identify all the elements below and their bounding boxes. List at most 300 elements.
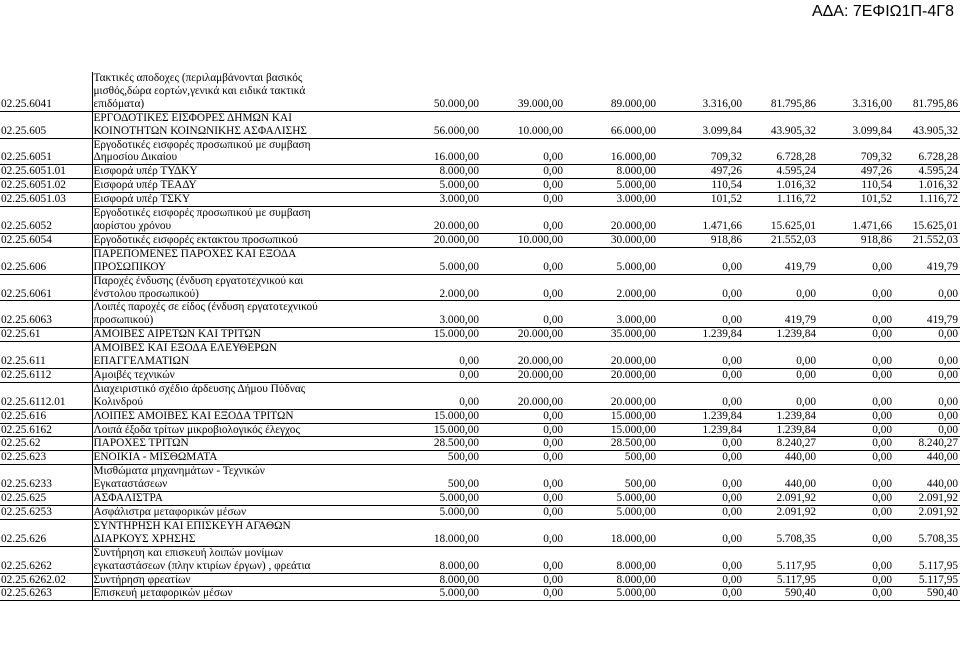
total-committed-cell: 15.625,01	[744, 207, 818, 234]
table-row	[0, 492, 960, 506]
account-description	[92, 492, 398, 506]
total-committed-cell: 21.552,03	[744, 233, 818, 247]
account-code: 02.25.6051.01	[0, 165, 92, 179]
account-description	[92, 587, 398, 601]
table-row	[0, 368, 960, 382]
description-line: ΠΡΟΣΩΠΙΚΟΥ	[93, 260, 167, 273]
table-row	[0, 207, 960, 234]
account-description	[92, 72, 398, 111]
total-paid-cell: 440,00	[894, 465, 960, 492]
month-committed-cell: 0,00	[658, 519, 744, 546]
total-committed-cell: 1.239,84	[744, 328, 818, 342]
budget-rows	[0, 72, 960, 601]
budget-change-cell: 20.000,00	[481, 382, 565, 409]
total-paid-cell: 8.240,27	[894, 437, 960, 451]
description-line: ΠΑΡΕΠΟΜΕΝΕΣ ΠΑΡΟΧΕΣ ΚΑΙ ΕΞΟΔΑ	[93, 247, 297, 260]
total-committed-cell: 419,79	[744, 247, 818, 274]
total-paid-cell: 419,79	[894, 301, 960, 328]
budget-table	[0, 72, 960, 601]
account-code: 02.25.6112.01	[0, 382, 92, 409]
total-paid-cell: 0,00	[894, 274, 960, 301]
final-budget-cell: 5.000,00	[565, 247, 658, 274]
table-row	[0, 165, 960, 179]
month-committed-cell: 0,00	[658, 465, 744, 492]
budget-change-cell: 0,00	[481, 451, 565, 465]
account-description	[92, 274, 398, 301]
table-row	[0, 382, 960, 409]
month-committed-cell: 0,00	[658, 546, 744, 573]
initial-budget-cell: 16.000,00	[398, 138, 481, 165]
month-paid-cell: 0,00	[818, 519, 894, 546]
account-code: 02.25.626	[0, 519, 92, 546]
total-committed-cell: 0,00	[744, 274, 818, 301]
total-paid-cell: 0,00	[894, 382, 960, 409]
month-paid-cell: 709,32	[818, 138, 894, 165]
budget-change-cell: 0,00	[481, 138, 565, 165]
month-paid-cell: 0,00	[818, 492, 894, 506]
final-budget-cell: 28.500,00	[565, 437, 658, 451]
month-committed-cell: 918,86	[658, 233, 744, 247]
budget-change-cell: 10.000,00	[481, 111, 565, 138]
initial-budget-cell: 0,00	[398, 342, 481, 369]
month-committed-cell: 101,52	[658, 193, 744, 207]
table-row	[0, 301, 960, 328]
account-description	[92, 233, 398, 247]
table-row	[0, 423, 960, 437]
budget-change-cell: 0,00	[481, 519, 565, 546]
description-line: Μισθώματα μηχανημάτων - Τεχνικών	[93, 465, 265, 478]
table-row	[0, 233, 960, 247]
total-paid-cell: 6.728,28	[894, 138, 960, 165]
account-code: 02.25.6263	[0, 587, 92, 601]
table-row	[0, 274, 960, 301]
description-line: ΕΠΑΓΓΕΛΜΑΤΙΩΝ	[93, 355, 190, 368]
initial-budget-cell: 5.000,00	[398, 247, 481, 274]
budget-change-cell: 0,00	[481, 587, 565, 601]
budget-change-cell: 0,00	[481, 423, 565, 437]
total-committed-cell: 5.117,95	[744, 573, 818, 587]
description-line: Δημοσίου Δικαίου	[93, 151, 178, 164]
table-row	[0, 179, 960, 193]
total-paid-cell: 0,00	[894, 368, 960, 382]
final-budget-cell: 2.000,00	[565, 274, 658, 301]
description-line: αορίστου χρόνου	[93, 219, 172, 232]
final-budget-cell: 5.000,00	[565, 587, 658, 601]
account-code: 02.25.6253	[0, 506, 92, 520]
month-committed-cell: 3.099,84	[658, 111, 744, 138]
month-committed-cell: 110,54	[658, 179, 744, 193]
description-line: Εισφορά υπέρ ΤΕΑΔΥ	[93, 179, 197, 192]
final-budget-cell: 66.000,00	[565, 111, 658, 138]
account-description	[92, 193, 398, 207]
table-row	[0, 328, 960, 342]
account-code: 02.25.6052	[0, 207, 92, 234]
account-code: 02.25.606	[0, 247, 92, 274]
month-committed-cell: 0,00	[658, 274, 744, 301]
account-description	[92, 247, 398, 274]
month-committed-cell: 497,26	[658, 165, 744, 179]
description-line: Παροχές ένδυσης (ένδυση εργατοτεχνικού και	[93, 274, 304, 287]
month-paid-cell: 0,00	[818, 423, 894, 437]
description-line: ένστολου προσωπικού)	[93, 287, 199, 300]
account-code: 02.25.6061	[0, 274, 92, 301]
initial-budget-cell: 8.000,00	[398, 165, 481, 179]
description-line: ΑΜΟΙΒΕΣ ΑΙΡΕΤΩΝ ΚΑΙ ΤΡΙΤΩΝ	[93, 328, 261, 341]
total-paid-cell: 5.708,35	[894, 519, 960, 546]
initial-budget-cell: 15.000,00	[398, 328, 481, 342]
final-budget-cell: 15.000,00	[565, 409, 658, 423]
account-description	[92, 437, 398, 451]
total-committed-cell: 6.728,28	[744, 138, 818, 165]
description-line: ΕΝΟΙΚΙΑ - ΜΙΣΘΩΜΑΤΑ	[93, 451, 218, 464]
month-committed-cell: 0,00	[658, 492, 744, 506]
month-committed-cell: 0,00	[658, 587, 744, 601]
initial-budget-cell: 18.000,00	[398, 519, 481, 546]
description-line: ΣΥΝΤΗΡΗΣΗ ΚΑΙ ΕΠΙΣΚΕΥΗ ΑΓΑΘΩΝ	[93, 519, 291, 532]
total-paid-cell: 0,00	[894, 423, 960, 437]
table-row	[0, 138, 960, 165]
budget-change-cell: 20.000,00	[481, 368, 565, 382]
total-committed-cell: 0,00	[744, 382, 818, 409]
total-committed-cell: 4.595,24	[744, 165, 818, 179]
total-committed-cell: 1.116,72	[744, 193, 818, 207]
total-paid-cell: 0,00	[894, 342, 960, 369]
total-committed-cell: 43.905,32	[744, 111, 818, 138]
budget-change-cell: 0,00	[481, 409, 565, 423]
total-paid-cell: 440,00	[894, 451, 960, 465]
description-line: Κολινδρού	[93, 395, 143, 408]
account-code: 02.25.6233	[0, 465, 92, 492]
month-committed-cell: 0,00	[658, 382, 744, 409]
month-paid-cell: 3.099,84	[818, 111, 894, 138]
month-paid-cell: 0,00	[818, 301, 894, 328]
month-committed-cell: 1.239,84	[658, 328, 744, 342]
account-code: 02.25.6262	[0, 546, 92, 573]
final-budget-cell: 20.000,00	[565, 342, 658, 369]
month-committed-cell: 0,00	[658, 301, 744, 328]
table-row	[0, 342, 960, 369]
account-code: 02.25.611	[0, 342, 92, 369]
month-committed-cell: 1.471,66	[658, 207, 744, 234]
budget-change-cell: 20.000,00	[481, 342, 565, 369]
table-row	[0, 111, 960, 138]
account-code: 02.25.6112	[0, 368, 92, 382]
month-committed-cell: 0,00	[658, 451, 744, 465]
final-budget-cell: 30.000,00	[565, 233, 658, 247]
account-description	[92, 165, 398, 179]
account-description	[92, 382, 398, 409]
budget-change-cell: 0,00	[481, 506, 565, 520]
total-committed-cell: 5.117,95	[744, 546, 818, 573]
account-description	[92, 423, 398, 437]
final-budget-cell: 20.000,00	[565, 368, 658, 382]
month-paid-cell: 918,86	[818, 233, 894, 247]
month-paid-cell: 0,00	[818, 546, 894, 573]
budget-change-cell: 20.000,00	[481, 328, 565, 342]
initial-budget-cell: 5.000,00	[398, 506, 481, 520]
month-paid-cell: 0,00	[818, 382, 894, 409]
description-line: Εισφορά υπέρ ΤΥΔΚΥ	[93, 165, 198, 178]
description-line: Εργοδοτικές εισφορές προσωπικού με συμβαση	[93, 207, 311, 220]
initial-budget-cell: 500,00	[398, 465, 481, 492]
account-code: 02.25.605	[0, 111, 92, 138]
month-paid-cell: 0,00	[818, 437, 894, 451]
table-row	[0, 587, 960, 601]
description-line: Ασφάλιστρα μεταφορικών μέσων	[93, 506, 247, 518]
total-committed-cell: 2.091,92	[744, 492, 818, 506]
description-line: Αμοιβές τεχνικών	[93, 368, 175, 381]
total-committed-cell: 8.240,27	[744, 437, 818, 451]
final-budget-cell: 15.000,00	[565, 423, 658, 437]
description-line: εγκαταστάσεων (πλην κτιρίων έργων) , φρεάτια	[93, 559, 311, 572]
final-budget-cell: 18.000,00	[565, 519, 658, 546]
final-budget-cell: 20.000,00	[565, 382, 658, 409]
initial-budget-cell: 56.000,00	[398, 111, 481, 138]
account-code: 02.25.623	[0, 451, 92, 465]
description-line: Εργοδοτικές εισφορές εκτακτου προσωπικού	[93, 233, 298, 246]
table-row	[0, 506, 960, 520]
table-row	[0, 409, 960, 423]
final-budget-cell: 5.000,00	[565, 506, 658, 520]
total-committed-cell: 419,79	[744, 301, 818, 328]
account-code: 02.25.62	[0, 437, 92, 451]
budget-change-cell: 0,00	[481, 573, 565, 587]
total-paid-cell: 419,79	[894, 247, 960, 274]
month-paid-cell: 0,00	[818, 328, 894, 342]
month-paid-cell: 497,26	[818, 165, 894, 179]
total-committed-cell: 590,40	[744, 587, 818, 601]
description-line: ΑΜΟΙΒΕΣ ΚΑΙ ΕΞΟΔΑ ΕΛΕΥΘΕΡΩΝ	[93, 342, 278, 355]
total-committed-cell: 440,00	[744, 465, 818, 492]
description-line: ΔΙΑΡΚΟΥΣ ΧΡΗΣΗΣ	[93, 532, 196, 545]
budget-change-cell: 0,00	[481, 437, 565, 451]
total-paid-cell: 4.595,24	[894, 165, 960, 179]
month-committed-cell: 3.316,00	[658, 72, 744, 111]
total-committed-cell: 1.239,84	[744, 409, 818, 423]
account-code: 02.25.6051	[0, 138, 92, 165]
description-line: ΛΟΙΠΕΣ ΑΜΟΙΒΕΣ ΚΑΙ ΕΞΟΔΑ ΤΡΙΤΩΝ	[93, 409, 294, 422]
total-paid-cell: 21.552,03	[894, 233, 960, 247]
initial-budget-cell: 20.000,00	[398, 207, 481, 234]
description-line: επιδόματα)	[93, 97, 145, 110]
total-committed-cell: 2.091,92	[744, 506, 818, 520]
budget-change-cell: 0,00	[481, 247, 565, 274]
description-line: Λοιπές παροχές σε είδος (ένδυση εργατοτεχνικού	[93, 301, 318, 314]
final-budget-cell: 5.000,00	[565, 179, 658, 193]
total-paid-cell: 590,40	[894, 587, 960, 601]
description-line: Επισκευή μεταφορικών μέσων	[93, 587, 233, 600]
description-line: προσωπικού)	[93, 314, 154, 327]
month-committed-cell: 709,32	[658, 138, 744, 165]
account-description	[92, 546, 398, 573]
month-paid-cell: 0,00	[818, 465, 894, 492]
final-budget-cell: 89.000,00	[565, 72, 658, 111]
total-committed-cell: 5.708,35	[744, 519, 818, 546]
account-code: 02.25.6063	[0, 301, 92, 328]
final-budget-cell: 16.000,00	[565, 138, 658, 165]
month-paid-cell: 0,00	[818, 274, 894, 301]
month-paid-cell: 0,00	[818, 247, 894, 274]
account-description	[92, 451, 398, 465]
month-paid-cell: 0,00	[818, 409, 894, 423]
month-committed-cell: 0,00	[658, 437, 744, 451]
budget-change-cell: 0,00	[481, 301, 565, 328]
table-row	[0, 519, 960, 546]
budget-change-cell: 0,00	[481, 546, 565, 573]
month-paid-cell: 3.316,00	[818, 72, 894, 111]
table-row	[0, 573, 960, 587]
budget-change-cell: 0,00	[481, 193, 565, 207]
month-committed-cell: 0,00	[658, 506, 744, 520]
table-row	[0, 72, 960, 111]
account-description	[92, 111, 398, 138]
table-row	[0, 465, 960, 492]
description-line: Συντήρηση και επισκευή λοιπών μονίμων	[93, 546, 283, 559]
account-description	[92, 368, 398, 382]
initial-budget-cell: 5.000,00	[398, 492, 481, 506]
initial-budget-cell: 5.000,00	[398, 587, 481, 601]
table-row	[0, 247, 960, 274]
total-paid-cell: 2.091,92	[894, 492, 960, 506]
budget-change-cell: 0,00	[481, 274, 565, 301]
month-committed-cell: 0,00	[658, 573, 744, 587]
month-paid-cell: 0,00	[818, 342, 894, 369]
month-paid-cell: 0,00	[818, 587, 894, 601]
description-line: Διαχειριστικό σχέδιο άρδευσης Δήμου Πύδνας	[93, 382, 306, 395]
initial-budget-cell: 3.000,00	[398, 193, 481, 207]
final-budget-cell: 35.000,00	[565, 328, 658, 342]
account-code: 02.25.625	[0, 492, 92, 506]
total-paid-cell: 1.016,32	[894, 179, 960, 193]
month-paid-cell: 110,54	[818, 179, 894, 193]
month-committed-cell: 0,00	[658, 368, 744, 382]
budget-change-cell: 0,00	[481, 165, 565, 179]
account-code: 02.25.616	[0, 409, 92, 423]
description-line: ΠΑΡΟΧΕΣ ΤΡΙΤΩΝ	[93, 437, 189, 450]
description-line: ΚΟΙΝΟΤΗΤΩΝ ΚΟΙΝΩΝΙΚΗΣ ΑΣΦΑΛΙΣΗΣ	[93, 124, 307, 137]
total-committed-cell: 81.795,86	[744, 72, 818, 111]
month-committed-cell: 1.239,84	[658, 409, 744, 423]
initial-budget-cell: 15.000,00	[398, 423, 481, 437]
total-paid-cell: 0,00	[894, 409, 960, 423]
table-row	[0, 437, 960, 451]
final-budget-cell: 500,00	[565, 451, 658, 465]
total-paid-cell: 0,00	[894, 328, 960, 342]
initial-budget-cell: 5.000,00	[398, 179, 481, 193]
month-paid-cell: 0,00	[818, 506, 894, 520]
final-budget-cell: 500,00	[565, 465, 658, 492]
initial-budget-cell: 500,00	[398, 451, 481, 465]
account-code: 02.25.61	[0, 328, 92, 342]
month-paid-cell: 101,52	[818, 193, 894, 207]
final-budget-cell: 8.000,00	[565, 546, 658, 573]
total-paid-cell: 15.625,01	[894, 207, 960, 234]
account-description	[92, 573, 398, 587]
description-line: Λοιπά έξοδα τρίτων μικροβιολογικός έλεγχος	[93, 423, 300, 436]
month-paid-cell: 0,00	[818, 368, 894, 382]
total-paid-cell: 81.795,86	[894, 72, 960, 111]
final-budget-cell: 3.000,00	[565, 193, 658, 207]
final-budget-cell: 3.000,00	[565, 301, 658, 328]
total-paid-cell: 2.091,92	[894, 506, 960, 520]
budget-change-cell: 0,00	[481, 179, 565, 193]
initial-budget-cell: 8.000,00	[398, 546, 481, 573]
month-paid-cell: 0,00	[818, 573, 894, 587]
total-committed-cell: 1.016,32	[744, 179, 818, 193]
account-description	[92, 409, 398, 423]
account-code: 02.25.6051.03	[0, 193, 92, 207]
description-line: Εισφορά υπέρ ΤΣΚΥ	[93, 193, 191, 206]
total-paid-cell: 5.117,95	[894, 573, 960, 587]
initial-budget-cell: 3.000,00	[398, 301, 481, 328]
table-row	[0, 546, 960, 573]
account-description	[92, 138, 398, 165]
description-line: Τακτικές αποδοχες (περιλαμβάνονται βασικός	[93, 72, 303, 84]
month-committed-cell: 0,00	[658, 247, 744, 274]
final-budget-cell: 20.000,00	[565, 207, 658, 234]
account-description	[92, 506, 398, 520]
budget-change-cell: 10.000,00	[481, 233, 565, 247]
description-line: ΑΣΦΑΛΙΣΤΡΑ	[93, 492, 163, 505]
account-code: 02.25.6041	[0, 72, 92, 111]
total-paid-cell: 5.117,95	[894, 546, 960, 573]
budget-change-cell: 39.000,00	[481, 72, 565, 111]
account-code: 02.25.6162	[0, 423, 92, 437]
total-committed-cell: 0,00	[744, 368, 818, 382]
description-line: Συντήρηση φρεατίων	[93, 573, 191, 586]
initial-budget-cell: 0,00	[398, 368, 481, 382]
table-row	[0, 451, 960, 465]
ada-header: ΑΔΑ: 7ΕΦΙΩ1Π-4Γ8	[811, 3, 954, 20]
budget-change-cell: 0,00	[481, 207, 565, 234]
total-paid-cell: 43.905,32	[894, 111, 960, 138]
total-committed-cell: 440,00	[744, 451, 818, 465]
table-row	[0, 193, 960, 207]
description-line: Εργοδοτικές εισφορές προσωπικού με συμβαση	[93, 138, 311, 151]
initial-budget-cell: 50.000,00	[398, 72, 481, 111]
final-budget-cell: 5.000,00	[565, 492, 658, 506]
account-description	[92, 328, 398, 342]
final-budget-cell: 8.000,00	[565, 573, 658, 587]
initial-budget-cell: 20.000,00	[398, 233, 481, 247]
account-description	[92, 465, 398, 492]
month-committed-cell: 0,00	[658, 342, 744, 369]
initial-budget-cell: 2.000,00	[398, 274, 481, 301]
month-committed-cell: 1.239,84	[658, 423, 744, 437]
budget-change-cell: 0,00	[481, 492, 565, 506]
account-code: 02.25.6051.02	[0, 179, 92, 193]
month-paid-cell: 0,00	[818, 451, 894, 465]
description-line: Εγκαταστάσεων	[93, 478, 168, 491]
account-description	[92, 179, 398, 193]
initial-budget-cell: 28.500,00	[398, 437, 481, 451]
total-committed-cell: 1.239,84	[744, 423, 818, 437]
initial-budget-cell: 15.000,00	[398, 409, 481, 423]
account-code: 02.25.6262.02	[0, 573, 92, 587]
initial-budget-cell: 0,00	[398, 382, 481, 409]
account-description	[92, 301, 398, 328]
budget-change-cell: 0,00	[481, 465, 565, 492]
account-code: 02.25.6054	[0, 233, 92, 247]
account-description	[92, 519, 398, 546]
account-description	[92, 342, 398, 369]
total-paid-cell: 1.116,72	[894, 193, 960, 207]
account-description	[92, 207, 398, 234]
final-budget-cell: 8.000,00	[565, 165, 658, 179]
description-line: ΕΡΓΟΔΟΤΙΚΕΣ ΕΙΣΦΟΡΕΣ ΔΗΜΩΝ ΚΑΙ	[93, 111, 292, 124]
month-paid-cell: 1.471,66	[818, 207, 894, 234]
description-line: μισθός,δώρα εορτών,γενικά και ειδικά τακτικά	[93, 84, 306, 97]
